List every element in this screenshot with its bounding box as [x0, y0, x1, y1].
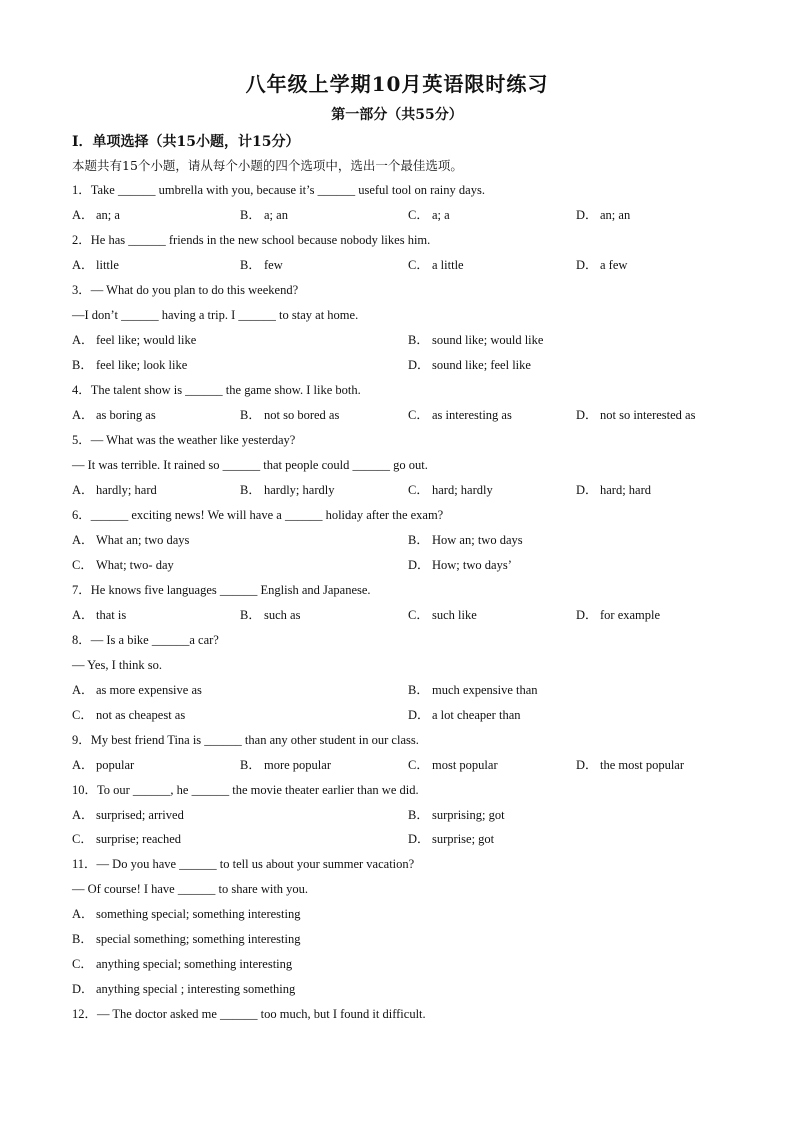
- question-9: [72, 731, 732, 772]
- option-d[interactable]: D． anything special ; interesting something: [72, 982, 296, 996]
- section-heading: I．单项选择（共15小题，计15分）: [72, 134, 300, 150]
- question-stem: 2．He has ______ friends in the new school because nobody likes him.: [72, 233, 431, 247]
- question-stem: 1．Take ______ umbrella with you, because it’s ______ useful tool on rainy days.: [72, 183, 485, 197]
- option-a[interactable]: A． surprised; arrived: [72, 808, 184, 822]
- question-stem: 11．— Do you have ______ to tell us about your summer vacation?: [72, 857, 415, 871]
- option-d[interactable]: D． a few: [576, 258, 628, 272]
- option-c[interactable]: C． most popular: [408, 758, 498, 772]
- option-c[interactable]: C． a little: [408, 258, 464, 272]
- question-4: [72, 381, 732, 422]
- option-a[interactable]: A． that is: [72, 608, 127, 622]
- option-b[interactable]: B． sound like; would like: [408, 333, 544, 347]
- question-stem-reply: — It was terrible. It rained so ______ that people could ______ go out.: [72, 458, 428, 472]
- option-d[interactable]: D． for example: [576, 608, 661, 622]
- question-5: [72, 431, 732, 497]
- option-b[interactable]: B． surprising; got: [408, 808, 505, 822]
- option-c[interactable]: C． such like: [408, 608, 477, 622]
- option-c[interactable]: C． not as cheapest as: [72, 708, 186, 722]
- option-b[interactable]: B． such as: [240, 608, 301, 622]
- option-d[interactable]: D． How; two days’: [408, 558, 512, 572]
- option-d[interactable]: D． sound like; feel like: [408, 358, 531, 372]
- question-stem: 3．— What do you plan to do this weekend?: [72, 283, 299, 297]
- question-3: [72, 281, 732, 372]
- page-title: 八年级上学期10月英语限时练习: [245, 72, 549, 96]
- option-d[interactable]: D． the most popular: [576, 758, 685, 772]
- question-6: [72, 506, 732, 572]
- question-stem-reply: —I don’t ______ having a trip. I ______ to stay at home.: [72, 308, 359, 322]
- option-d[interactable]: D． not so interested as: [576, 408, 696, 422]
- option-a[interactable]: A． hardly; hard: [72, 483, 157, 497]
- question-stem-reply: — Yes, I think so.: [72, 658, 162, 672]
- question-stem: 9．My best friend Tina is ______ than any other student in our class.: [72, 733, 419, 747]
- option-a[interactable]: A． popular: [72, 758, 135, 772]
- option-c[interactable]: C． What; two- day: [72, 558, 174, 572]
- part-heading: 第一部分（共55分）: [331, 107, 463, 123]
- option-d[interactable]: D． surprise; got: [408, 832, 495, 846]
- option-c[interactable]: C． hard; hardly: [408, 483, 493, 497]
- option-c[interactable]: C． a; a: [408, 208, 450, 222]
- option-b[interactable]: B． not so bored as: [240, 408, 340, 422]
- question-stem: 7．He knows five languages ______ English and Japanese.: [72, 583, 371, 597]
- question-8: [72, 631, 732, 722]
- option-a[interactable]: A． little: [72, 258, 119, 272]
- option-d[interactable]: D． an; an: [576, 208, 631, 222]
- question-7: [72, 581, 732, 622]
- option-d[interactable]: D． a lot cheaper than: [408, 708, 521, 722]
- option-a[interactable]: A． an; a: [72, 208, 120, 222]
- question-stem: 6．______ exciting news! We will have a ______ holiday after the exam?: [72, 508, 444, 522]
- question-stem-reply: — Of course! I have ______ to share with you.: [72, 882, 309, 896]
- question-stem: 10．To our ______, he ______ the movie theater earlier than we did.: [72, 783, 419, 797]
- option-b[interactable]: B． few: [240, 258, 283, 272]
- question-2: [72, 231, 732, 272]
- question-stem: 4．The talent show is ______ the game show. I like both.: [72, 383, 361, 397]
- question-11: [72, 855, 732, 996]
- option-c[interactable]: C． as interesting as: [408, 408, 512, 422]
- option-b[interactable]: B． hardly; hardly: [240, 483, 335, 497]
- option-d[interactable]: D． hard; hard: [576, 483, 652, 497]
- option-b[interactable]: B． a; an: [240, 208, 288, 222]
- option-b[interactable]: B． How an; two days: [408, 533, 523, 547]
- option-a[interactable]: A． What an; two days: [72, 533, 190, 547]
- question-12: [72, 1005, 732, 1030]
- question-10: [72, 781, 732, 846]
- option-b[interactable]: B． much expensive than: [408, 683, 538, 697]
- option-b[interactable]: B． special something; something interesting: [72, 932, 301, 946]
- question-1: [72, 181, 732, 222]
- option-c[interactable]: C． anything special; something interesting: [72, 957, 293, 971]
- option-a[interactable]: A． as boring as: [72, 408, 156, 422]
- question-stem: 8．— Is a bike ______a car?: [72, 633, 219, 647]
- instructions: 本题共有15个小题，请从每个小题的四个选项中，选出一个最佳选项。: [72, 158, 463, 173]
- option-b[interactable]: B． more popular: [240, 758, 331, 772]
- option-a[interactable]: A． something special; something interesting: [72, 907, 301, 921]
- option-c[interactable]: B． feel like; look like: [72, 358, 188, 372]
- option-a[interactable]: A． feel like; would like: [72, 333, 197, 347]
- question-stem: 5．— What was the weather like yesterday?: [72, 433, 296, 447]
- option-a[interactable]: A． as more expensive as: [72, 683, 202, 697]
- question-stem: 12．— The doctor asked me ______ too much, but I found it difficult.: [72, 1007, 426, 1021]
- option-c[interactable]: C． surprise; reached: [72, 832, 182, 846]
